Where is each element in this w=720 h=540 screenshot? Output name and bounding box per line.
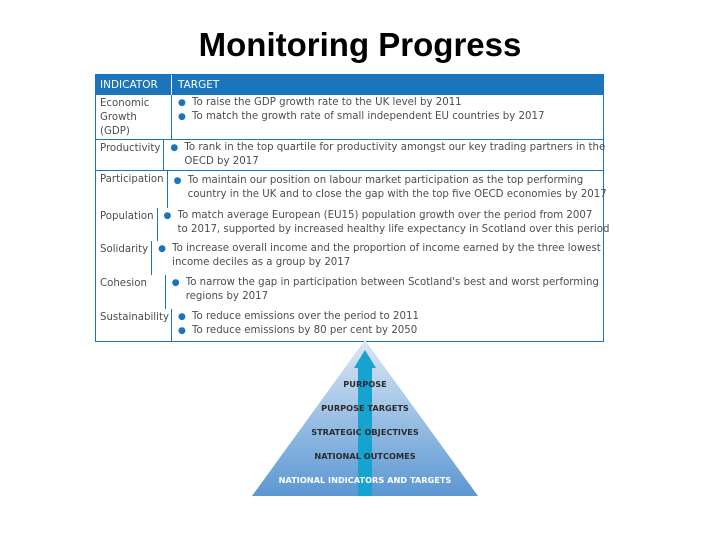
target-cell <box>172 95 603 139</box>
purpose-pyramid <box>252 340 478 496</box>
table-row <box>96 275 603 309</box>
bullet-icon: ● <box>178 326 186 336</box>
target-item: ● To maintain our position on labour market participation as the top performing <box>173 175 584 186</box>
target-item: ● To increase overall income and the proportion of income earned by the three lowest <box>158 243 601 254</box>
bullet-icon: ● <box>178 98 186 108</box>
bullet-icon: ● <box>163 211 172 221</box>
target-item-continued: regions by 2017 <box>185 291 269 302</box>
indicator-table <box>95 74 610 342</box>
target-item: ● To reduce emissions by 80 per cent by 2050 <box>178 325 418 336</box>
target-cell <box>152 241 605 275</box>
indicator-cell: Economic Growth (GDP) <box>96 95 172 139</box>
header-indicator: INDICATOR <box>96 75 172 95</box>
bullet-icon: ● <box>170 143 179 153</box>
target-cell <box>164 140 609 170</box>
target-item-continued: to 2017, supported by increased healthy life expectancy in Scotland over this period <box>177 224 610 235</box>
indicator-cell: Participation <box>96 171 168 208</box>
pyramid-level-purpose: PURPOSE <box>343 379 387 389</box>
target-item-continued: income deciles as a group by 2017 <box>172 257 351 268</box>
table-row <box>96 309 603 341</box>
target-item: ● To rank in the top quartile for productivity amongst our key trading partners in the <box>170 142 606 153</box>
pyramid-level-national-indicators: NATIONAL INDICATORS AND TARGETS <box>278 475 452 485</box>
target-cell <box>158 208 614 241</box>
bullet-icon: ● <box>173 176 182 186</box>
table-row <box>96 241 603 275</box>
table-row <box>96 139 606 170</box>
bullet-icon: ● <box>178 112 186 122</box>
bullet-icon: ● <box>171 278 180 288</box>
target-cell <box>168 171 611 208</box>
table-row <box>96 208 610 241</box>
table-row <box>96 170 607 208</box>
page-title: Monitoring Progress <box>198 26 522 63</box>
indicator-cell: Sustainability <box>96 309 172 341</box>
indicator-cell: Cohesion <box>96 275 166 309</box>
target-item: ● To reduce emissions over the period to 2011 <box>178 311 419 322</box>
target-cell <box>166 275 603 309</box>
indicator-cell: Solidarity <box>96 241 152 275</box>
target-item-continued: country in the UK and to close the gap with the top five OECD economies by 2017 <box>187 189 607 200</box>
table-header <box>96 75 603 95</box>
pyramid-level-purpose-targets: PURPOSE TARGETS <box>321 403 409 413</box>
pyramid-level-national-outcomes: NATIONAL OUTCOMES <box>314 451 416 461</box>
target-item: ● To raise the GDP growth rate to the UK level by 2011 <box>178 97 462 108</box>
table-row <box>96 95 603 139</box>
bullet-icon: ● <box>158 244 166 254</box>
pyramid-level-strategic-objectives: STRATEGIC OBJECTIVES <box>311 427 419 437</box>
target-cell <box>172 309 603 341</box>
target-item-continued: OECD by 2017 <box>184 156 259 167</box>
bullet-icon: ● <box>178 312 186 322</box>
indicator-cell: Population <box>96 208 158 241</box>
indicator-cell: Productivity <box>96 140 164 170</box>
target-item: ● To narrow the gap in participation between Scotland's best and worst performing <box>171 277 599 288</box>
target-item: ● To match average European (EU15) population growth over the period from 2007 <box>163 210 593 221</box>
header-target: TARGET <box>178 79 220 91</box>
target-item: ● To match the growth rate of small independent EU countries by 2017 <box>178 111 545 122</box>
